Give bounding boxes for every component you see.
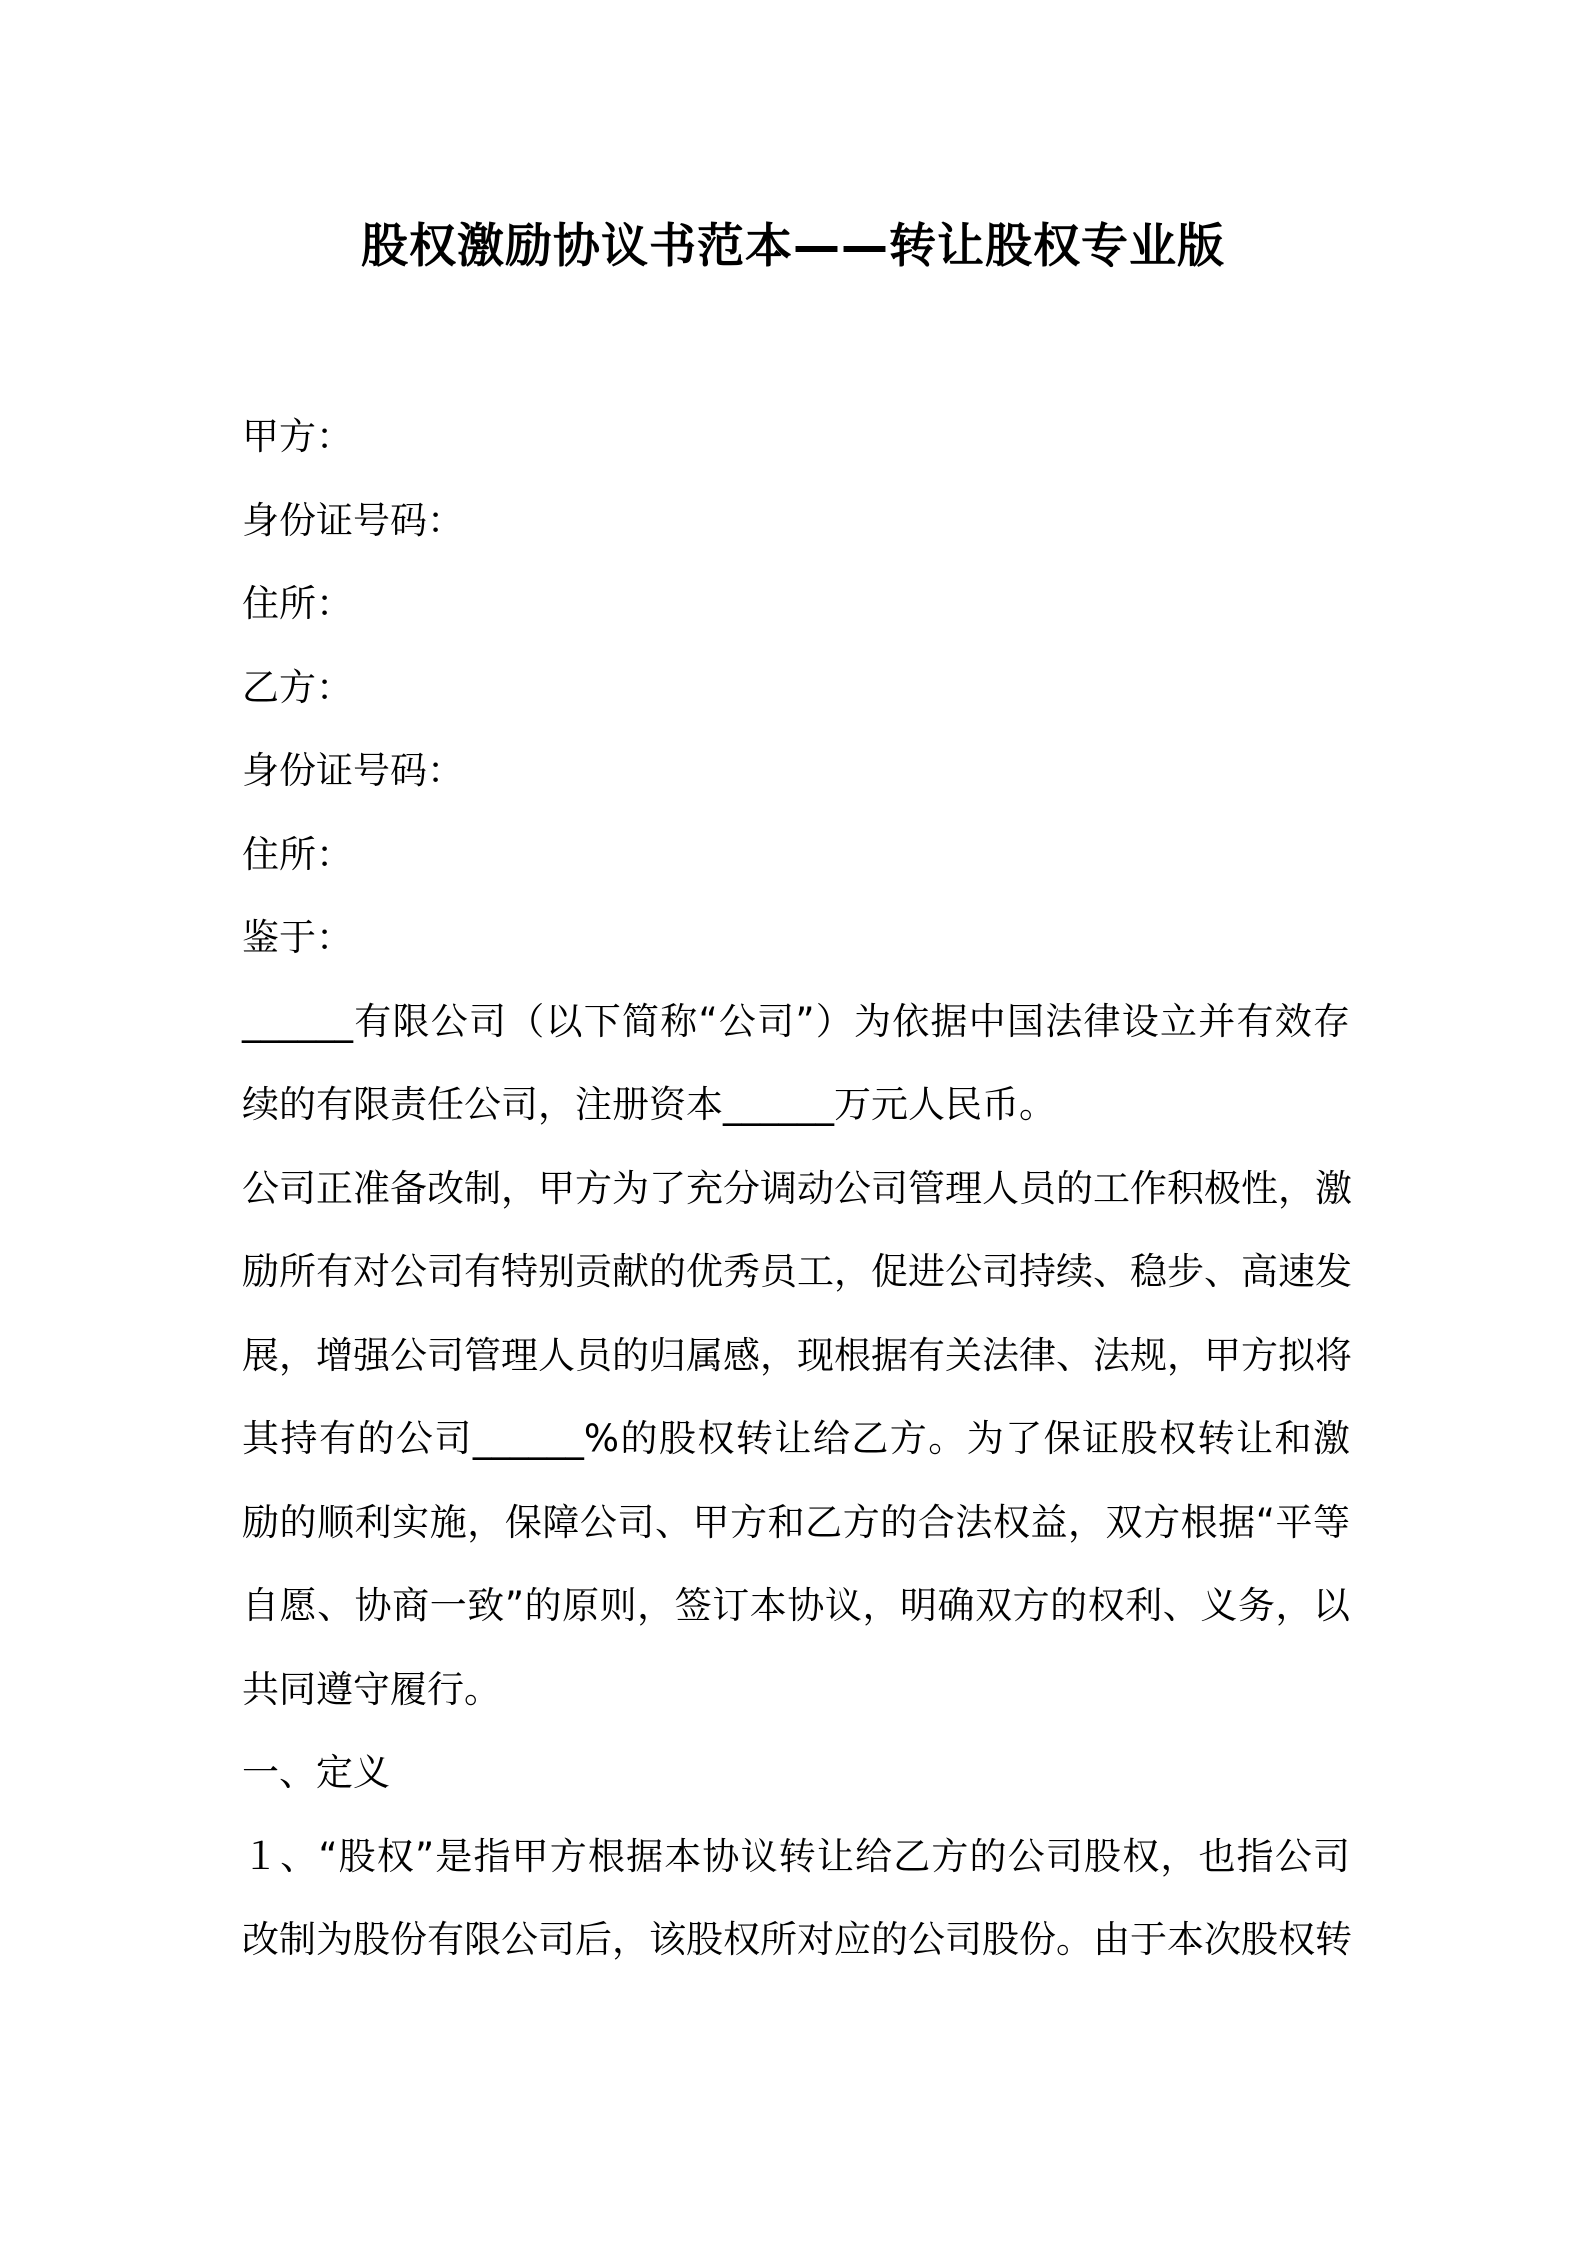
party-b-id-label: 身份证号码： [242, 749, 464, 792]
paragraph-line: 其持有的公司______%的股权转让给乙方。为了保证股权转让和激 [242, 1417, 1350, 1460]
document-body [242, 395, 1350, 1982]
party-b-name-label: 乙方： [242, 665, 353, 709]
paragraph-line: 续的有限责任公司，注册资本______万元人民币。 [242, 1083, 1056, 1126]
party-b-address-label: 住所： [242, 832, 353, 876]
section-heading: 一、定义 [242, 1751, 390, 1794]
paragraph-line: 公司正准备改制，甲方为了充分调动公司管理人员的工作积极性，激 [242, 1166, 1352, 1210]
paragraph-line: 共同遵守履行。 [242, 1667, 501, 1711]
document-title: 股权激励协议书范本——转让股权专业版 [361, 219, 1225, 274]
party-a-name-label: 甲方： [242, 415, 353, 458]
paragraph-line: 励的顺利实施，保障公司、甲方和乙方的合法权益，双方根据“平等 [242, 1500, 1350, 1544]
paragraph-line: 自愿、协商一致”的原则，签订本协议，明确双方的权利、义务，以 [242, 1584, 1350, 1627]
paragraph-line: ______有限公司（以下简称“公司”）为依据中国法律设立并有效存 [242, 999, 1350, 1043]
paragraph-line: 展，增强公司管理人员的归属感，现根据有关法律、法规，甲方拟将 [242, 1333, 1352, 1377]
paragraph-line: １、“股权”是指甲方根据本协议转让给乙方的公司股权，也指公司 [242, 1834, 1350, 1878]
whereas-label: 鉴于： [242, 916, 353, 959]
paragraph-line: 改制为股份有限公司后，该股权所对应的公司股份。由于本次股权转 [242, 1918, 1352, 1961]
paragraph-line: 励所有对公司有特别贡献的优秀员工，促进公司持续、稳步、高速发 [242, 1250, 1352, 1293]
party-a-address-label: 住所： [242, 582, 353, 625]
party-a-id-label: 身份证号码： [242, 498, 464, 542]
